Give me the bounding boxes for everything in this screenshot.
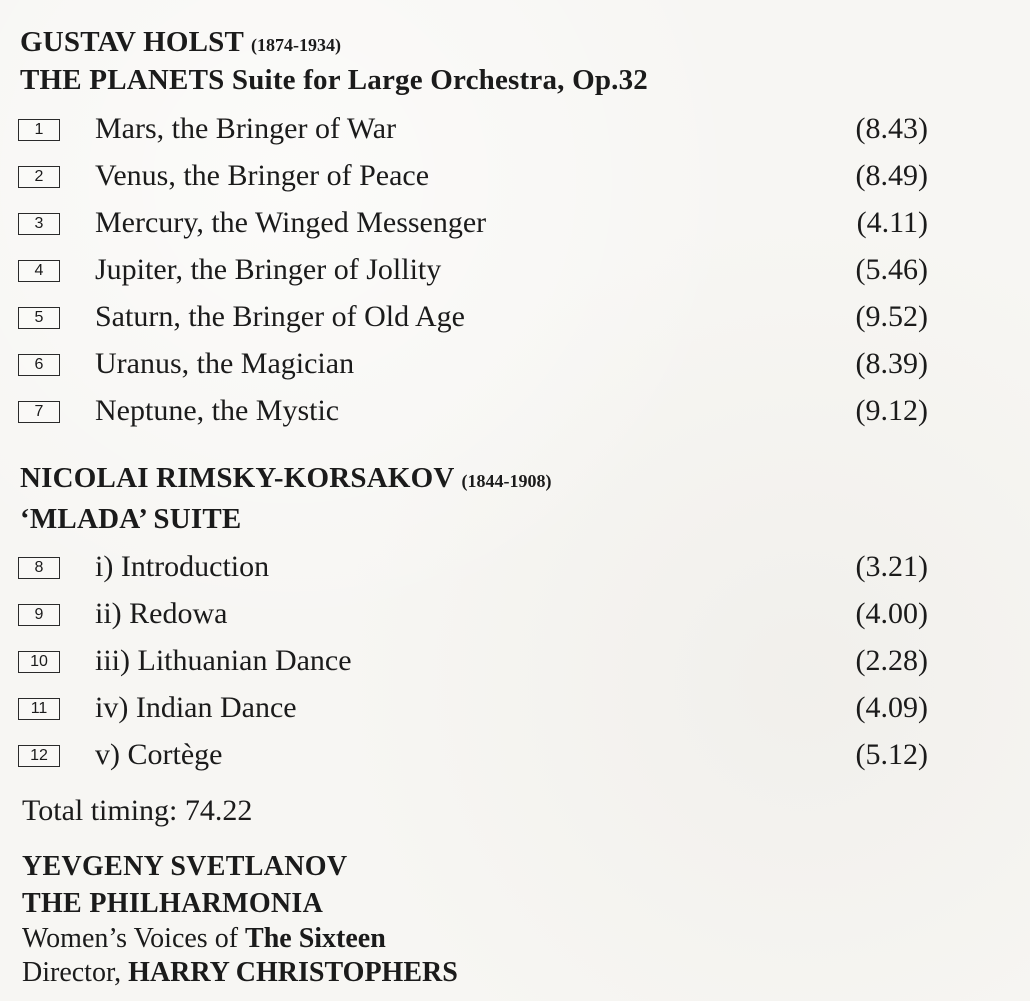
track-title: Uranus, the Magician	[95, 347, 355, 380]
choir-credit-prefix: Women’s Voices of	[22, 923, 246, 954]
orchestra-credit: THE PHILHARMONIA	[22, 888, 324, 919]
track-row	[18, 206, 928, 244]
track-duration: (4.09)	[855, 691, 928, 724]
track-number: 11	[18, 698, 60, 720]
track-row	[18, 347, 928, 385]
track-row	[18, 738, 928, 776]
rimsky-work-title: ‘MLADA’ SUITE	[20, 503, 242, 535]
track-row	[18, 394, 928, 432]
track-title: iv) Indian Dance	[95, 691, 297, 724]
track-number: 10	[18, 651, 60, 673]
track-duration: (5.12)	[855, 738, 928, 771]
track-title: Mercury, the Winged Messenger	[95, 206, 487, 239]
track-number: 1	[18, 119, 60, 141]
track-title: iii) Lithuanian Dance	[95, 644, 352, 677]
track-duration: (4.00)	[855, 597, 928, 630]
track-row	[18, 112, 928, 150]
track-number: 5	[18, 307, 60, 329]
track-duration: (3.21)	[855, 550, 928, 583]
track-title: Venus, the Bringer of Peace	[95, 159, 430, 192]
track-duration: (5.46)	[855, 253, 928, 286]
track-duration: (8.49)	[855, 159, 928, 192]
director-credit-prefix: Director,	[22, 957, 129, 988]
track-title: ii) Redowa	[95, 597, 228, 630]
track-row	[18, 597, 928, 635]
track-row	[18, 644, 928, 682]
track-row	[18, 300, 928, 338]
track-title: v) Cortège	[95, 738, 223, 771]
holst-composer-dates: (1874-1934)	[250, 35, 341, 55]
holst-composer-heading	[20, 28, 341, 57]
track-row	[18, 253, 928, 291]
track-duration: (9.12)	[855, 394, 928, 427]
track-duration: (8.43)	[855, 112, 928, 145]
director-credit	[22, 958, 458, 988]
track-number: 9	[18, 604, 60, 626]
director-credit-name: HARRY CHRISTOPHERS	[128, 957, 458, 988]
track-duration: (2.28)	[855, 644, 928, 677]
track-number: 12	[18, 745, 60, 767]
track-number: 2	[18, 166, 60, 188]
track-title: Saturn, the Bringer of Old Age	[95, 300, 465, 333]
track-duration: (9.52)	[855, 300, 928, 333]
track-number: 7	[18, 401, 60, 423]
track-title: i) Introduction	[95, 550, 270, 583]
track-duration: (4.11)	[856, 206, 928, 239]
track-row	[18, 691, 928, 729]
choir-credit-name: The Sixteen	[245, 923, 386, 954]
track-title: Neptune, the Mystic	[95, 394, 340, 427]
rimsky-composer-heading	[20, 464, 551, 493]
track-number: 4	[18, 260, 60, 282]
rimsky-composer-dates: (1844-1908)	[461, 471, 552, 491]
track-number: 6	[18, 354, 60, 376]
rimsky-composer-name: NICOLAI RIMSKY-KORSAKOV	[20, 462, 455, 494]
conductor-credit: YEVGENY SVETLANOV	[22, 851, 348, 882]
track-row	[18, 550, 928, 588]
total-timing: Total timing: 74.22	[22, 794, 253, 827]
holst-composer-name: GUSTAV HOLST	[20, 26, 244, 58]
choir-credit	[22, 924, 386, 954]
track-duration: (8.39)	[855, 347, 928, 380]
track-title: Mars, the Bringer of War	[95, 112, 397, 145]
track-row	[18, 159, 928, 197]
track-number: 8	[18, 557, 60, 579]
holst-work-title: THE PLANETS Suite for Large Orchestra, Op.32	[20, 64, 649, 96]
track-title: Jupiter, the Bringer of Jollity	[95, 253, 442, 286]
track-number: 3	[18, 213, 60, 235]
